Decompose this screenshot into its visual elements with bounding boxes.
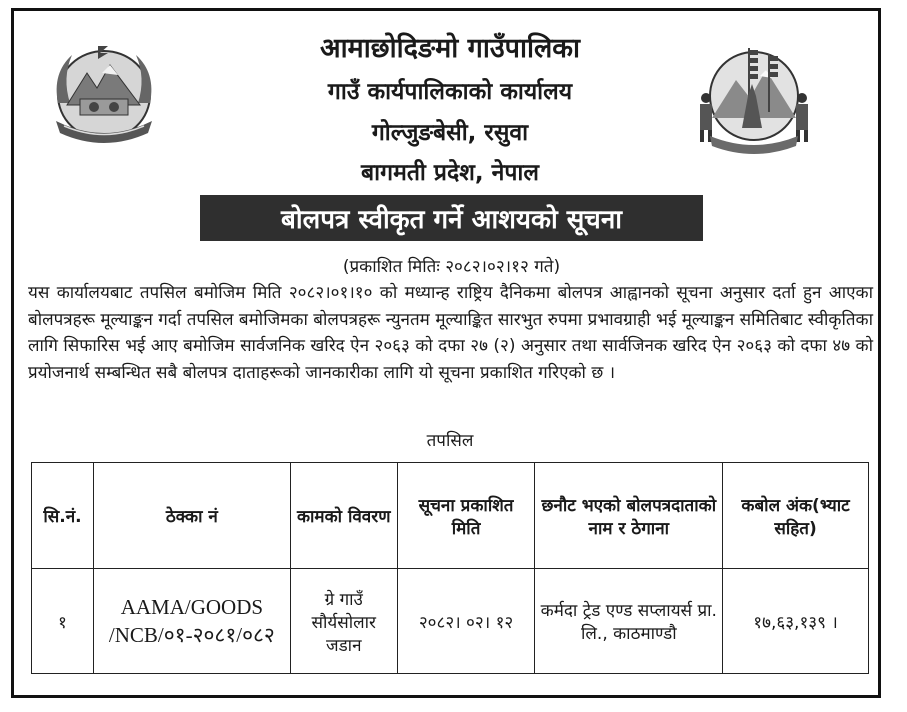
table-caption: तपसिल: [426, 431, 474, 451]
published-date: (प्रकाशित मितिः २०८२।०२।१२ गते): [342, 257, 561, 277]
notice-body-text: यस कार्यालयबाट तपसिल बमोजिम मिति २०८२।०१।१० को मध्यान्ह राष्ट्रिय दैनिकमा बोलपत्र आह्वानको सूचना अनुसार दर्ता हुन आएका बोलपत्रहरू मूल्याङ्कन गर्दा तपसिल बमोजिमका बोलपत्रहरू न्युनतम मूल्याङ्कित सारभुत रुपमा प्रभावग्राही भई मूल्याङ्कन समितिबाट स्वीकृतिका लागि सिफारिस भई आए बमोजिम सार्वजनिक खरिद ऐन २०६३ को दफा २७ (२) अनुसार तथा सार्वजिनक खरिद ऐन २०६३ को दफा ४७ को प्रयोजनार्थ सम्बन्धित सबै बोलपत्र दाताहरूको जानकारीका लागि यो सूचना प्रकाशित गरिएको छ ।: [28, 283, 873, 383]
nepal-emblem-icon: [42, 33, 167, 148]
province-country: बागमती प्रदेश, नेपाल: [361, 160, 539, 186]
award-table: [31, 462, 869, 674]
cell-work-description: ग्रे गाउँ सौर्यसोलार जडान: [290, 569, 397, 674]
header-serial-no: सि.नं.: [32, 463, 94, 569]
municipality-logo-icon: [688, 40, 820, 158]
cell-notice-date: २०८२। ०२। १२: [397, 569, 535, 674]
header-contract-no: ठेक्का नं: [93, 463, 290, 569]
notice-title: बोलपत्र स्वीकृत गर्ने आशयको सूचना: [281, 205, 622, 235]
municipality-name: आमाछोदिङमो गाउँपालिका: [319, 33, 581, 64]
header-bid-amount: कबोल अंक(भ्याट सहित): [723, 463, 869, 569]
office-location: गोल्जुङबेसी, रसुवा: [371, 120, 529, 146]
table-row: [32, 569, 869, 674]
cell-bid-amount: १७,६३,१३९ ।: [723, 569, 869, 674]
office-name: गाउँ कार्यपालिकाको कार्यालय: [327, 79, 573, 105]
cell-selected-bidder: कर्मदा ट्रेड एण्ड सप्लायर्स प्रा. लि., काठमाण्डौ: [535, 569, 723, 674]
cell-serial-no: १: [32, 569, 94, 674]
notice-title-banner: [200, 195, 703, 241]
header-selected-bidder: छनौट भएको बोलपत्रदाताको नाम र ठेगाना: [535, 463, 723, 569]
cell-contract-no: AAMA/GOODS /NCB/०१-२०८१/०८२: [93, 569, 290, 674]
header-notice-date: सूचना प्रकाशित मिति: [397, 463, 535, 569]
table-header-row: [32, 463, 869, 569]
header-work-description: कामको विवरण: [290, 463, 397, 569]
